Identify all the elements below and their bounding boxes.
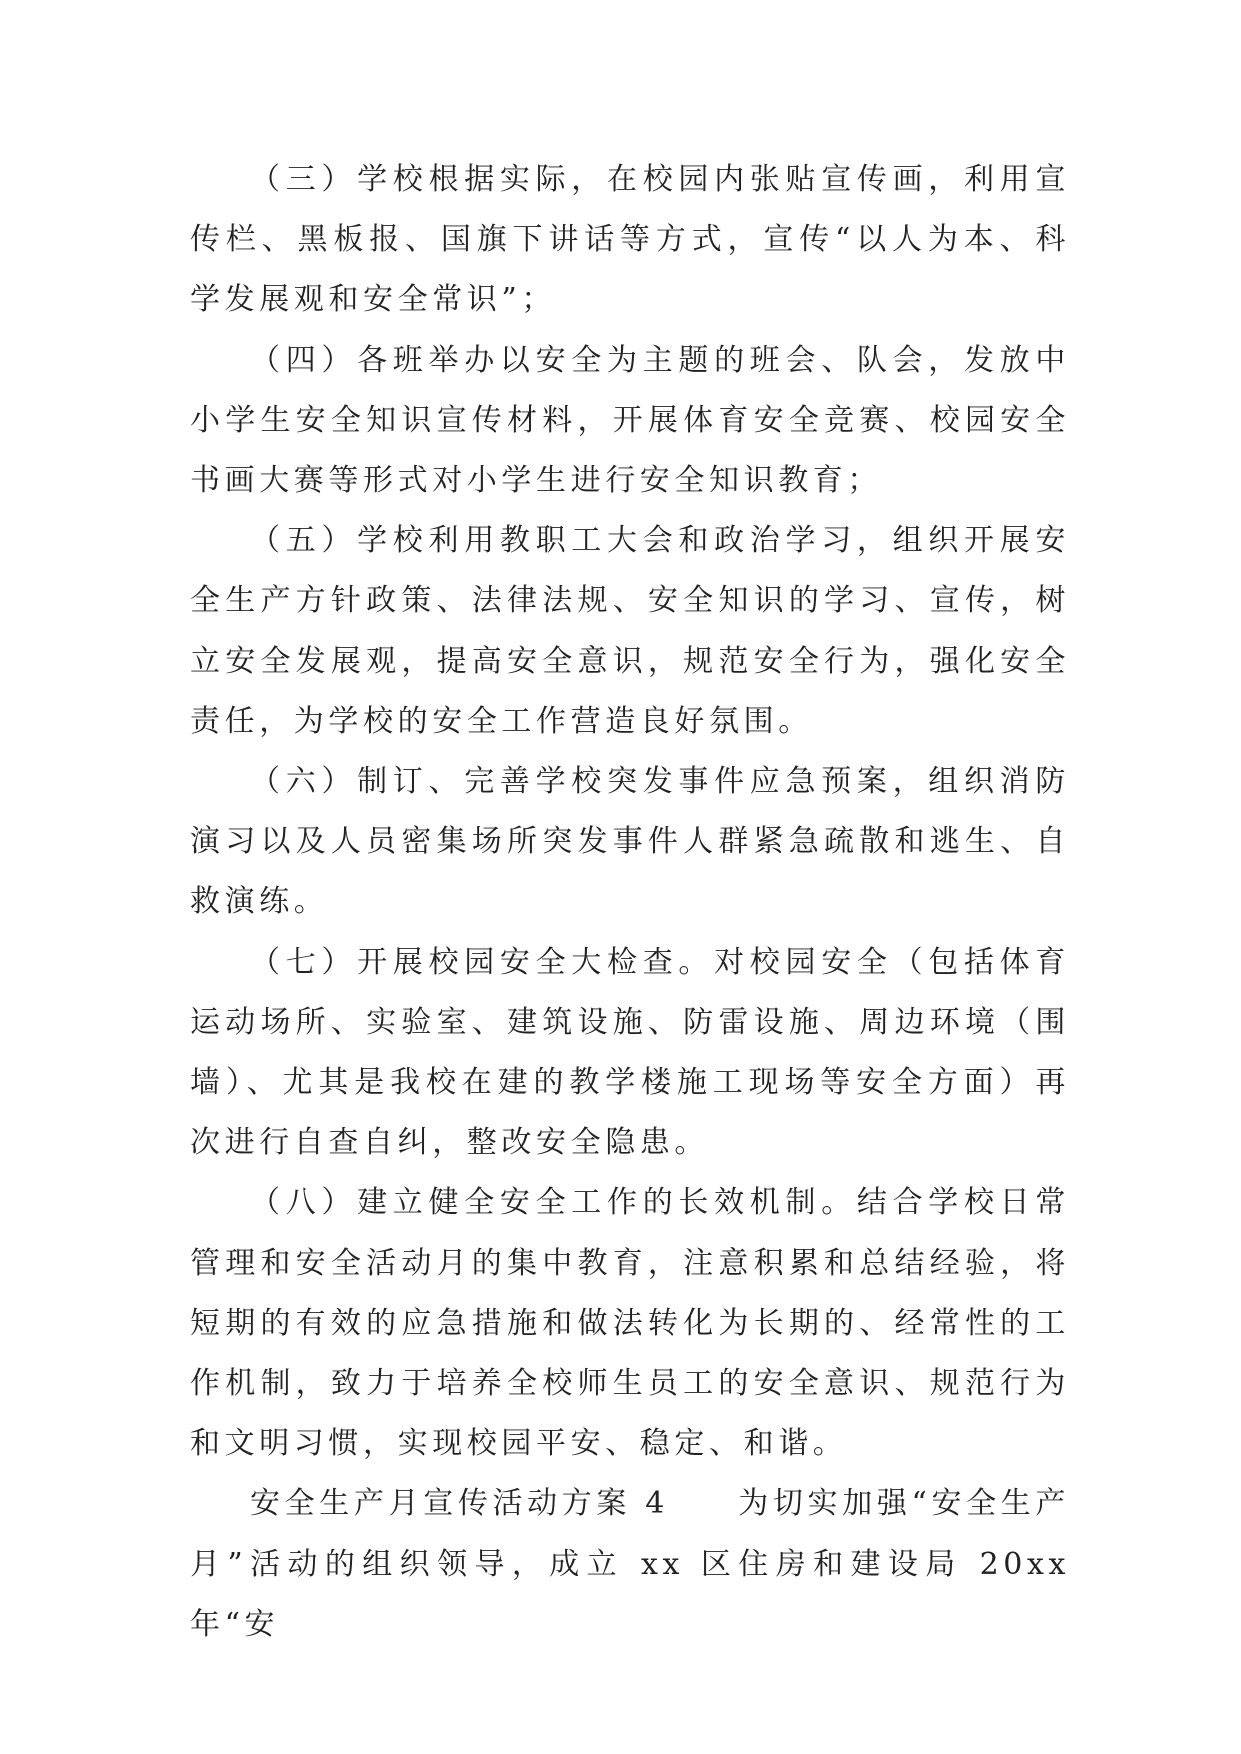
paragraph-3: （三）学校根据实际，在校园内张贴宣传画，利用宣传栏、黑板报、国旗下讲话等方式，宣传“以人为本、科学发展观和安全常识”； (190, 162, 1070, 318)
paragraph-8: （八）建立健全安全工作的长效机制。结合学校日常管理和安全活动月的集中教育，注意积累和总结经验，将短期的有效的应急措施和做法转化为长期的、经常性的工作机制，致力于培养全校师生员工的安全意识、规范行为和文明习惯，实现校园平安、稳定、和谐。 (190, 1185, 1070, 1462)
document-page (190, 150, 1070, 1655)
paragraph-4: （四）各班举办以安全为主题的班会、队会，发放中小学生安全知识宣传材料，开展体育安全竞赛、校园安全书画大赛等形式对小学生进行安全知识教育； (190, 342, 1070, 499)
paragraph-7: （七）开展校园安全大检查。对校园安全（包括体育运动场所、实验室、建筑设施、防雷设施、周边环境（围墙）、尤其是我校在建的教学楼施工现场等安全方面）再次进行自查自纠，整改安全隐患。 (190, 944, 1070, 1161)
paragraph-5: （五）学校利用教职工大会和政治学习，组织开展安全生产方针政策、法律法规、安全知识的学习、宣传，树立安全发展观，提高安全意识，规范安全行为，强化安全责任，为学校的安全工作营造良好氛围。 (190, 523, 1070, 739)
paragraph-plan-4: 安全生产月宣传活动方案 4 为切实加强“安全生产月”活动的组织领导，成立 xx 区住房和建设局 20xx 年“安 (190, 1486, 1070, 1642)
paragraph-6: （六）制订、完善学校突发事件应急预案，组织消防演习以及人员密集场所突发事件人群紧急疏散和逃生、自救演练。 (190, 764, 1070, 920)
